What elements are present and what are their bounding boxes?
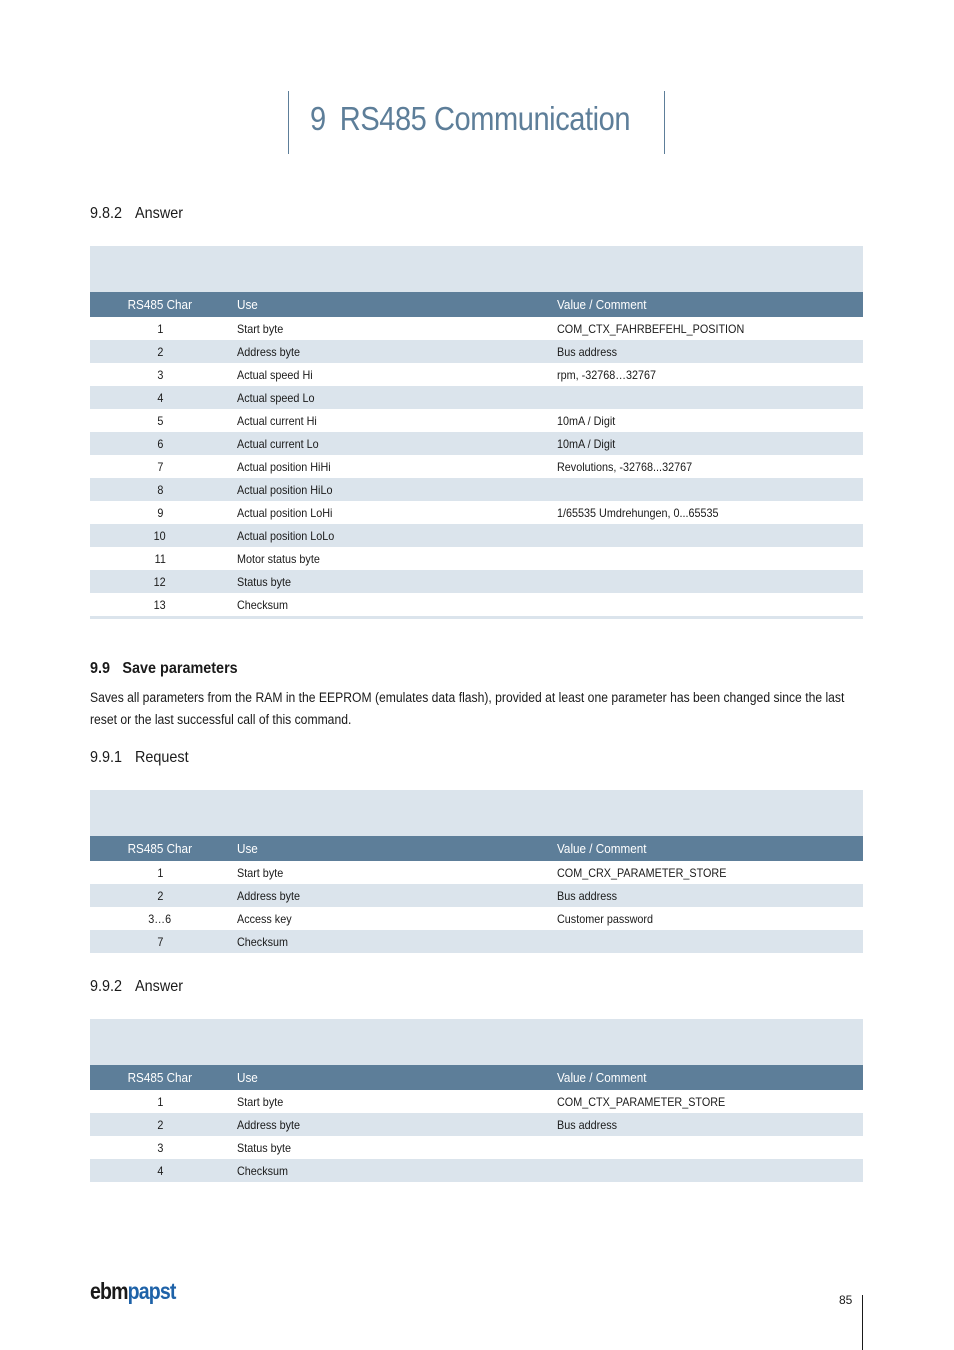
cell-rs485-char: 3 xyxy=(156,1140,164,1155)
header-use: Use xyxy=(237,297,258,312)
cell-value-comment: 10mA / Digit xyxy=(557,436,616,451)
cell-rs485-char: 7 xyxy=(156,459,164,474)
page-number: 85 xyxy=(839,1293,853,1307)
cell-value-comment xyxy=(550,1164,863,1178)
cell-use: Status byte xyxy=(237,574,292,589)
cell-rs485-char: 12 xyxy=(153,574,167,589)
section-9-9-2-heading: 9.9.2 Answer xyxy=(90,978,184,995)
cell-rs485-char: 5 xyxy=(156,413,164,428)
cell-rs485-char: 3…6 xyxy=(148,911,172,926)
header-rs485-char: RS485 Char xyxy=(127,1070,193,1085)
cell-use: Access key xyxy=(237,911,292,926)
table-row xyxy=(90,363,863,386)
cell-use: Status byte xyxy=(237,1140,292,1155)
header-use: Use xyxy=(237,841,258,856)
header-value-comment: Value / Comment xyxy=(557,841,647,856)
table-caption-band xyxy=(90,790,863,836)
section-9-9-body: Saves all parameters from the RAM in the EEPROM (emulates data flash), provided at least one parameter has been changed since the last reset or the last successful call of this command. xyxy=(90,690,845,727)
header-rs485-char: RS485 Char xyxy=(127,841,193,856)
cell-rs485-char: 2 xyxy=(156,344,164,359)
chapter-divider-right xyxy=(664,91,665,154)
cell-rs485-char: 4 xyxy=(156,1163,164,1178)
cell-value-comment: 10mA / Digit xyxy=(557,413,616,428)
table-row xyxy=(90,1090,863,1113)
table-row xyxy=(90,1136,863,1159)
cell-value-comment xyxy=(550,1141,863,1155)
cell-use: Motor status byte xyxy=(237,551,320,566)
cell-use: Start byte xyxy=(237,865,284,880)
table-body xyxy=(90,317,863,616)
table-row xyxy=(90,317,863,340)
cell-value-comment xyxy=(550,575,863,589)
table-row xyxy=(90,907,863,930)
table-row xyxy=(90,930,863,953)
cell-value-comment: COM_CRX_PARAMETER_STORE xyxy=(557,865,727,880)
cell-rs485-char: 7 xyxy=(156,934,164,949)
cell-rs485-char: 2 xyxy=(156,1117,164,1132)
table-row xyxy=(90,1159,863,1182)
header-rs485-char: RS485 Char xyxy=(127,297,193,312)
table-bottom-rule xyxy=(90,616,863,619)
cell-value-comment xyxy=(550,552,863,566)
cell-use: Checksum xyxy=(237,1163,289,1178)
cell-use: Actual position LoHi xyxy=(237,505,333,520)
section-9-8-2-heading: 9.8.2 Answer xyxy=(90,205,184,222)
answer-table-9-9-2 xyxy=(90,1019,863,1182)
chapter-title-text: RS485 Communication xyxy=(339,100,631,137)
cell-value-comment xyxy=(550,483,863,497)
cell-use: Start byte xyxy=(237,321,284,336)
table-header-row xyxy=(90,836,863,861)
table-row xyxy=(90,432,863,455)
cell-rs485-char: 6 xyxy=(156,436,164,451)
cell-use: Actual position HiHi xyxy=(237,459,331,474)
request-table-9-9-1 xyxy=(90,790,863,953)
ebmpapst-logo: ebmpapst xyxy=(90,1278,176,1304)
chapter-divider-left xyxy=(288,91,289,154)
section-9-9-1-heading: 9.9.1 Request xyxy=(90,749,189,766)
table-row xyxy=(90,501,863,524)
cell-value-comment xyxy=(550,598,863,612)
answer-table-9-8-2 xyxy=(90,246,863,619)
cell-value-comment xyxy=(550,935,863,949)
cell-value-comment: COM_CTX_FAHRBEFEHL_POSITION xyxy=(557,321,745,336)
cell-value-comment: Customer password xyxy=(557,911,654,926)
cell-use: Actual position LoLo xyxy=(237,528,335,543)
cell-rs485-char: 1 xyxy=(156,321,164,336)
chapter-title xyxy=(310,100,630,138)
table-row xyxy=(90,1113,863,1136)
header-value-comment: Value / Comment xyxy=(557,1070,647,1085)
cell-rs485-char: 3 xyxy=(156,367,164,382)
cell-use: Address byte xyxy=(237,888,301,903)
cell-value-comment: 1/65535 Umdrehungen, 0...65535 xyxy=(557,505,719,520)
table-header-row xyxy=(90,292,863,317)
table-row xyxy=(90,570,863,593)
cell-use: Address byte xyxy=(237,1117,301,1132)
cell-value-comment: rpm, -32768…32767 xyxy=(557,367,657,382)
section-9-9-heading: 9.9 Save parameters xyxy=(90,660,238,677)
table-row xyxy=(90,455,863,478)
cell-use: Start byte xyxy=(237,1094,284,1109)
cell-use: Actual speed Lo xyxy=(237,390,315,405)
header-value-comment: Value / Comment xyxy=(557,297,647,312)
cell-rs485-char: 11 xyxy=(154,551,166,566)
cell-use: Checksum xyxy=(237,934,289,949)
table-row xyxy=(90,524,863,547)
cell-use: Actual speed Hi xyxy=(237,367,313,382)
cell-rs485-char: 4 xyxy=(156,390,164,405)
chapter-number: 9 xyxy=(310,100,326,137)
table-row xyxy=(90,386,863,409)
table-row xyxy=(90,593,863,616)
cell-value-comment xyxy=(550,391,863,405)
cell-use: Actual position HiLo xyxy=(237,482,333,497)
cell-value-comment: Revolutions, -32768...32767 xyxy=(557,459,693,474)
cell-use: Actual current Lo xyxy=(237,436,319,451)
cell-value-comment xyxy=(550,529,863,543)
table-row xyxy=(90,478,863,501)
table-row xyxy=(90,547,863,570)
table-row xyxy=(90,861,863,884)
table-body xyxy=(90,1090,863,1182)
cell-value-comment: Bus address xyxy=(557,888,618,903)
header-use: Use xyxy=(237,1070,258,1085)
cell-value-comment: Bus address xyxy=(557,344,618,359)
cell-value-comment: Bus address xyxy=(557,1117,618,1132)
cell-rs485-char: 10 xyxy=(153,528,167,543)
cell-rs485-char: 2 xyxy=(156,888,164,903)
cell-rs485-char: 1 xyxy=(156,1094,164,1109)
cell-rs485-char: 8 xyxy=(156,482,164,497)
table-body xyxy=(90,861,863,953)
cell-value-comment: COM_CTX_PARAMETER_STORE xyxy=(557,1094,726,1109)
page-number-rule xyxy=(862,1295,863,1350)
table-row xyxy=(90,884,863,907)
table-header-row xyxy=(90,1065,863,1090)
table-caption-band xyxy=(90,246,863,292)
table-row xyxy=(90,409,863,432)
table-row xyxy=(90,340,863,363)
cell-use: Address byte xyxy=(237,344,301,359)
cell-rs485-char: 9 xyxy=(156,505,164,520)
cell-rs485-char: 1 xyxy=(156,865,164,880)
cell-use: Checksum xyxy=(237,597,289,612)
table-caption-band xyxy=(90,1019,863,1065)
cell-rs485-char: 13 xyxy=(153,597,167,612)
cell-use: Actual current Hi xyxy=(237,413,317,428)
